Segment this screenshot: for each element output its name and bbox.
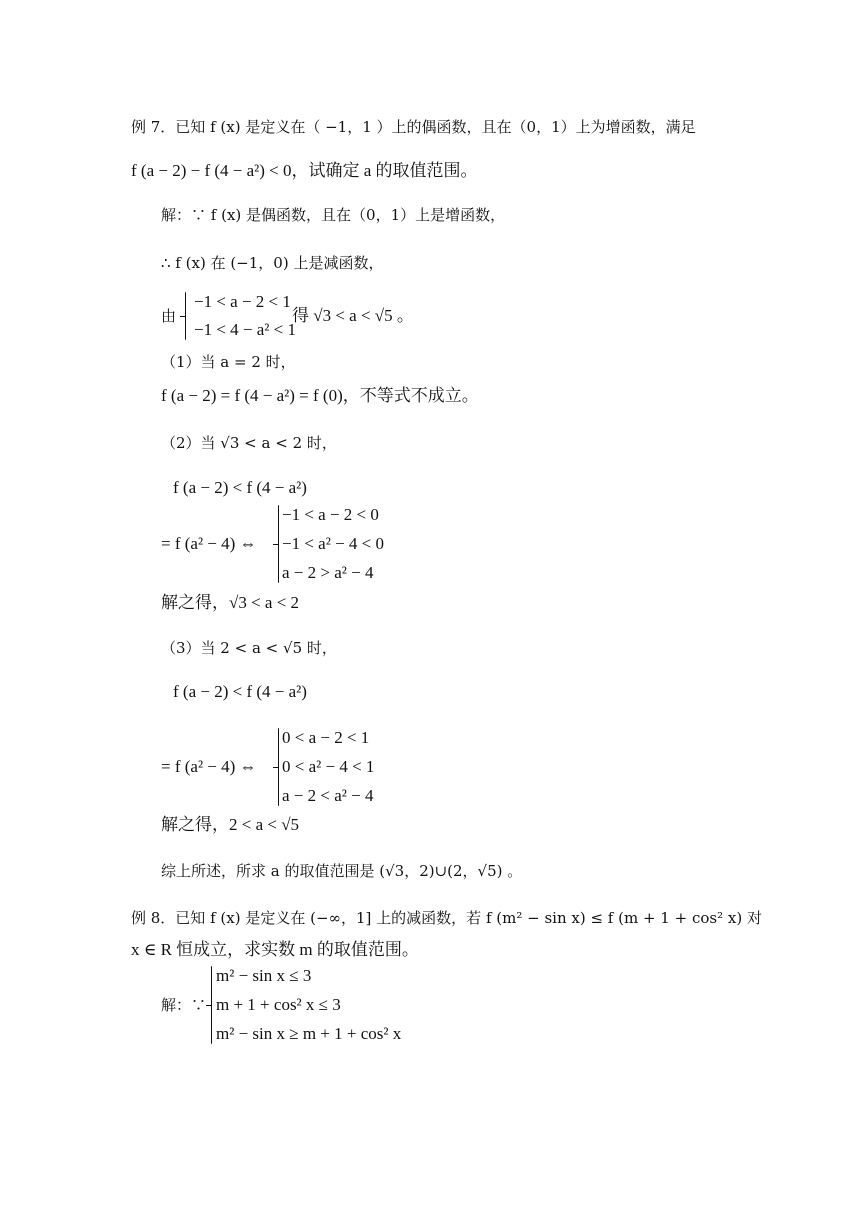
case2-inequality: f (a − 2) < f (4 − a²) [173, 478, 307, 497]
system1-prefix: 由 [161, 307, 177, 325]
solution7-line2: ∴ f (x) 在 (−1，0) 上是减函数， [161, 254, 384, 272]
solution8-sys-row3: m² − sin x ≥ m + 1 + cos² x [216, 1024, 402, 1043]
solution8-sys-row1: m² − sin x ≤ 3 [216, 966, 312, 985]
example8-statement-line1: 例 8．已知 f (x) 是定义在 (−∞，1] 上的减函数，若 f (m² − sin x) ≤ f (m + 1 + cos² x) 对 [131, 909, 762, 927]
system1-row1: −1 < a − 2 < 1 [194, 292, 291, 311]
case2-equivalence: = f (a² − 4) ⇔ [161, 534, 257, 553]
solution7-line1: 解：∵ f (x) 是偶函数，且在（0，1）上是增函数， [161, 206, 506, 224]
system1-brace [185, 292, 186, 340]
solution8-brace [211, 966, 212, 1044]
case3-title: （3）当 2 < a < √5 时， [161, 639, 337, 657]
system1-result: 得 √3 < a < √5 。 [292, 306, 414, 325]
case1-equation: f (a − 2) = f (4 − a²) = f (0)，不等式不成立。 [161, 386, 479, 405]
example8-statement-line2: x ∈ R 恒成立，求实数 m 的取值范围。 [131, 940, 419, 959]
example7-summary: 综上所述，所求 a 的取值范围是 (√3，2)∪(2，√5) 。 [161, 862, 523, 880]
case3-equivalence: = f (a² − 4) ⇔ [161, 757, 257, 776]
case2-sys-row3: a − 2 > a² − 4 [282, 563, 374, 582]
example7-statement-line2: f (a − 2) − f (4 − a²) < 0，试确定 a 的取值范围。 [131, 161, 478, 180]
case2-sys-row1: −1 < a − 2 < 0 [282, 505, 379, 524]
case2-title: （2）当 √3 < a < 2 时， [161, 434, 337, 452]
case2-sys-row2: −1 < a² − 4 < 0 [282, 534, 384, 553]
case3-inequality: f (a − 2) < f (4 − a²) [173, 682, 307, 701]
case3-sys-row2: 0 < a² − 4 < 1 [282, 757, 375, 776]
case3-sys-row3: a − 2 < a² − 4 [282, 786, 374, 805]
solution8-label: 解：∵ [161, 996, 207, 1014]
case3-result: 解之得，2 < a < √5 [161, 815, 300, 834]
case2-brace [278, 505, 279, 583]
case3-sys-row1: 0 < a − 2 < 1 [282, 728, 370, 747]
case3-brace [278, 728, 279, 806]
case1-title: （1）当 a = 2 时， [161, 353, 296, 371]
example7-statement-line1: 例 7．已知 f (x) 是定义在（ −1，1 ）上的偶函数，且在（0，1）上为增函数，满足 [131, 118, 696, 136]
solution8-sys-row2: m + 1 + cos² x ≤ 3 [216, 995, 341, 1014]
system1-row2: −1 < 4 − a² < 1 [194, 320, 296, 339]
case2-result: 解之得，√3 < a < 2 [161, 593, 300, 612]
